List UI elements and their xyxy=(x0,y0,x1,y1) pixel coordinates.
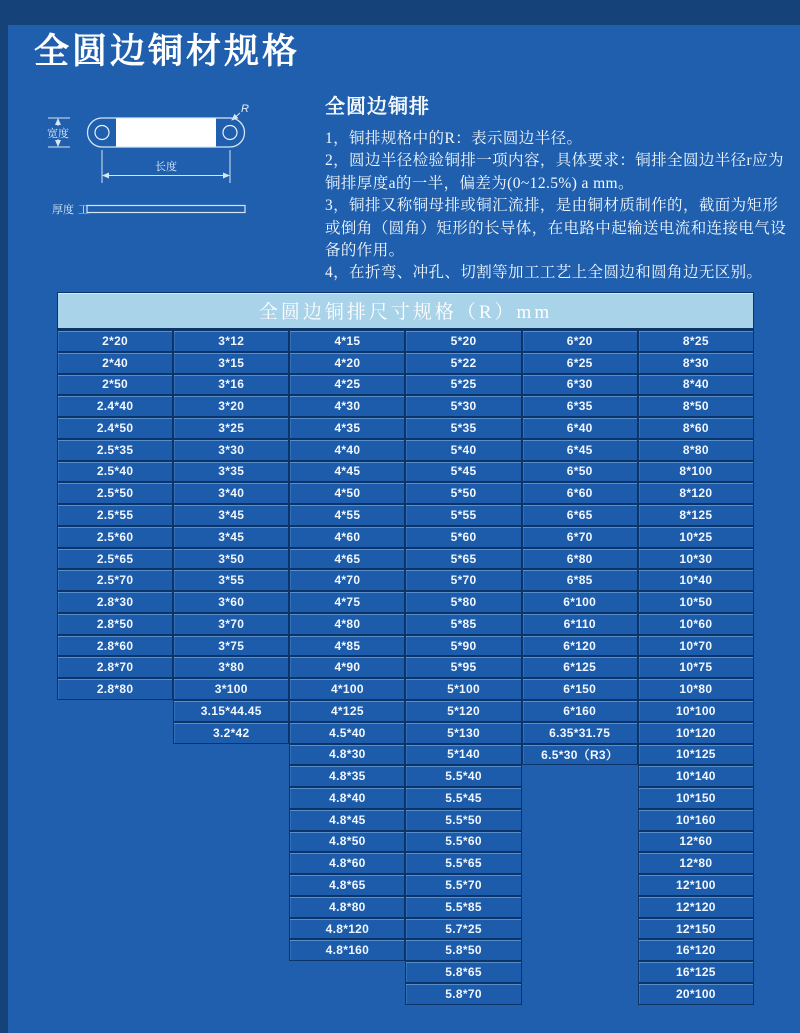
size-cell: 4*30 xyxy=(289,395,405,417)
size-cell: 6.5*30（R3） xyxy=(522,744,638,766)
size-cell: 5*85 xyxy=(405,613,521,635)
left-frame-bar xyxy=(0,0,8,1033)
size-cell: 6*125 xyxy=(522,656,638,678)
size-cell: 20*100 xyxy=(638,983,754,1005)
size-cell: 2.5*40 xyxy=(57,461,173,483)
size-cell: 4*70 xyxy=(289,569,405,591)
size-cell: 5*95 xyxy=(405,656,521,678)
size-cell: 10*150 xyxy=(638,787,754,809)
size-cell: 12*60 xyxy=(638,831,754,853)
size-cell: 6*25 xyxy=(522,352,638,374)
size-cell: 6*120 xyxy=(522,635,638,657)
table-columns xyxy=(57,330,754,1005)
size-cell: 10*120 xyxy=(638,722,754,744)
size-cell: 5.8*65 xyxy=(405,961,521,983)
size-cell: 4*20 xyxy=(289,352,405,374)
size-cell: 2.4*50 xyxy=(57,417,173,439)
size-cell: 3.15*44.45 xyxy=(173,700,289,722)
section-heading: 全圆边铜排 xyxy=(325,96,430,118)
size-cell: 3*75 xyxy=(173,635,289,657)
size-column-4 xyxy=(405,330,521,1005)
size-cell: 6*160 xyxy=(522,700,638,722)
size-cell: 5*65 xyxy=(405,548,521,570)
bar-side-view xyxy=(87,206,245,213)
size-cell: 10*80 xyxy=(638,678,754,700)
size-cell: 6*110 xyxy=(522,613,638,635)
size-cell: 8*80 xyxy=(638,439,754,461)
size-cell: 2.5*60 xyxy=(57,526,173,548)
size-cell: 8*40 xyxy=(638,374,754,396)
size-column-6 xyxy=(638,330,754,1005)
info-section xyxy=(325,90,787,285)
size-cell: 5.8*50 xyxy=(405,939,521,961)
bar-center-face xyxy=(116,119,216,147)
size-cell: 8*25 xyxy=(638,330,754,352)
size-cell: 4*40 xyxy=(289,439,405,461)
size-cell: 3*55 xyxy=(173,569,289,591)
size-cell: 5.5*65 xyxy=(405,852,521,874)
size-cell: 12*150 xyxy=(638,918,754,940)
bar-hole-right xyxy=(223,126,237,140)
size-cell: 2.5*65 xyxy=(57,548,173,570)
size-cell: 4.8*40 xyxy=(289,787,405,809)
size-cell: 3*100 xyxy=(173,678,289,700)
size-spec-table xyxy=(57,292,754,1005)
size-cell: 3.2*42 xyxy=(173,722,289,744)
size-cell: 2*40 xyxy=(57,352,173,374)
size-cell: 3*30 xyxy=(173,439,289,461)
size-cell: 5*130 xyxy=(405,722,521,744)
size-cell: 2.8*30 xyxy=(57,591,173,613)
size-cell: 8*30 xyxy=(638,352,754,374)
size-cell: 4*90 xyxy=(289,656,405,678)
info-item-1: 1，铜排规格中的R：表示圆边半径。 xyxy=(325,130,583,147)
size-cell: 6*35 xyxy=(522,395,638,417)
size-cell: 8*50 xyxy=(638,395,754,417)
size-cell: 2.5*35 xyxy=(57,439,173,461)
size-cell: 5*50 xyxy=(405,482,521,504)
size-column-5 xyxy=(522,330,638,765)
size-cell: 2.5*70 xyxy=(57,569,173,591)
size-cell: 6*50 xyxy=(522,461,638,483)
size-cell: 5.5*70 xyxy=(405,874,521,896)
size-cell: 3*16 xyxy=(173,374,289,396)
size-cell: 10*25 xyxy=(638,526,754,548)
size-cell: 5*22 xyxy=(405,352,521,374)
size-cell: 2.5*55 xyxy=(57,504,173,526)
size-cell: 6*65 xyxy=(522,504,638,526)
size-cell: 5.5*40 xyxy=(405,765,521,787)
radius-label: R xyxy=(241,103,249,115)
size-cell: 4*85 xyxy=(289,635,405,657)
size-cell: 6*80 xyxy=(522,548,638,570)
size-cell: 5*90 xyxy=(405,635,521,657)
size-cell: 2.8*50 xyxy=(57,613,173,635)
size-cell: 4*55 xyxy=(289,504,405,526)
copper-bar-diagram xyxy=(40,95,310,225)
size-cell: 4*80 xyxy=(289,613,405,635)
size-cell: 4*100 xyxy=(289,678,405,700)
size-cell: 4*45 xyxy=(289,461,405,483)
size-cell: 5*120 xyxy=(405,700,521,722)
size-cell: 2.8*60 xyxy=(57,635,173,657)
thickness-marker: 工 xyxy=(78,204,89,216)
size-cell: 2.5*50 xyxy=(57,482,173,504)
size-cell: 5*25 xyxy=(405,374,521,396)
size-cell: 4*25 xyxy=(289,374,405,396)
size-cell: 4.8*160 xyxy=(289,939,405,961)
size-cell: 3*45 xyxy=(173,504,289,526)
size-cell: 4*15 xyxy=(289,330,405,352)
size-cell: 3*50 xyxy=(173,548,289,570)
size-cell: 2.8*80 xyxy=(57,678,173,700)
size-cell: 12*80 xyxy=(638,852,754,874)
size-column-1 xyxy=(57,330,173,700)
size-cell: 5*60 xyxy=(405,526,521,548)
size-cell: 2.4*40 xyxy=(57,395,173,417)
size-cell: 8*100 xyxy=(638,461,754,483)
size-cell: 10*70 xyxy=(638,635,754,657)
size-cell: 12*100 xyxy=(638,874,754,896)
size-cell: 4*35 xyxy=(289,417,405,439)
size-cell: 16*120 xyxy=(638,939,754,961)
size-cell: 5.5*60 xyxy=(405,831,521,853)
size-cell: 4*125 xyxy=(289,700,405,722)
size-cell: 4*50 xyxy=(289,482,405,504)
size-cell: 5.8*70 xyxy=(405,983,521,1005)
size-cell: 10*30 xyxy=(638,548,754,570)
size-cell: 3*60 xyxy=(173,591,289,613)
size-cell: 5*45 xyxy=(405,461,521,483)
size-cell: 2*20 xyxy=(57,330,173,352)
size-cell: 6*150 xyxy=(522,678,638,700)
size-cell: 5.5*85 xyxy=(405,896,521,918)
size-cell: 8*125 xyxy=(638,504,754,526)
size-cell: 4.8*45 xyxy=(289,809,405,831)
table-title: 全圆边铜排尺寸规格（R）mm xyxy=(57,292,754,330)
info-item-3: 3，铜排又称铜母排或铜汇流排，是由铜材质制作的，截面为矩形或倒角（圆角）矩形的长导体，在电路中起输送电流和连接电气设备的作用。 xyxy=(325,197,787,260)
width-label: 宽度 xyxy=(47,128,69,140)
size-cell: 3*35 xyxy=(173,461,289,483)
size-cell: 10*160 xyxy=(638,809,754,831)
size-cell: 8*120 xyxy=(638,482,754,504)
size-cell: 10*40 xyxy=(638,569,754,591)
size-cell: 5*100 xyxy=(405,678,521,700)
size-cell: 12*120 xyxy=(638,896,754,918)
size-cell: 4.8*35 xyxy=(289,765,405,787)
size-cell: 2.8*70 xyxy=(57,656,173,678)
size-cell: 3*80 xyxy=(173,656,289,678)
size-cell: 10*60 xyxy=(638,613,754,635)
size-cell: 10*100 xyxy=(638,700,754,722)
size-cell: 3*20 xyxy=(173,395,289,417)
size-cell: 2*50 xyxy=(57,374,173,396)
size-cell: 6.35*31.75 xyxy=(522,722,638,744)
size-cell: 3*25 xyxy=(173,417,289,439)
size-cell: 5*80 xyxy=(405,591,521,613)
size-cell: 5*55 xyxy=(405,504,521,526)
size-cell: 6*40 xyxy=(522,417,638,439)
bar-hole-left xyxy=(95,126,109,140)
size-cell: 5*20 xyxy=(405,330,521,352)
size-cell: 3*15 xyxy=(173,352,289,374)
size-column-3 xyxy=(289,330,405,961)
size-cell: 5*140 xyxy=(405,744,521,766)
size-cell: 6*20 xyxy=(522,330,638,352)
length-label: 长度 xyxy=(155,161,177,173)
size-cell: 4.8*80 xyxy=(289,896,405,918)
size-cell: 8*60 xyxy=(638,417,754,439)
size-cell: 3*12 xyxy=(173,330,289,352)
thickness-label: 厚度 xyxy=(52,204,74,216)
size-cell: 10*50 xyxy=(638,591,754,613)
size-cell: 4.8*65 xyxy=(289,874,405,896)
size-cell: 4.8*30 xyxy=(289,744,405,766)
size-cell: 6*100 xyxy=(522,591,638,613)
size-cell: 16*125 xyxy=(638,961,754,983)
size-cell: 6*70 xyxy=(522,526,638,548)
top-frame-bar xyxy=(0,0,800,25)
size-cell: 4.8*50 xyxy=(289,831,405,853)
size-cell: 5*30 xyxy=(405,395,521,417)
size-cell: 4*75 xyxy=(289,591,405,613)
size-cell: 6*30 xyxy=(522,374,638,396)
size-cell: 4.5*40 xyxy=(289,722,405,744)
size-cell: 6*60 xyxy=(522,482,638,504)
page-title: 全圆边铜材规格 xyxy=(34,32,301,71)
size-cell: 3*70 xyxy=(173,613,289,635)
size-cell: 3*40 xyxy=(173,482,289,504)
size-cell: 5*70 xyxy=(405,569,521,591)
size-cell: 5.5*50 xyxy=(405,809,521,831)
size-cell: 10*75 xyxy=(638,656,754,678)
size-cell: 4.8*120 xyxy=(289,918,405,940)
size-cell: 5*35 xyxy=(405,417,521,439)
size-cell: 5.7*25 xyxy=(405,918,521,940)
size-cell: 3*45 xyxy=(173,526,289,548)
info-item-4: 4，在折弯、冲孔、切割等加工工艺上全圆边和圆角边无区别。 xyxy=(325,264,763,282)
size-cell: 5*40 xyxy=(405,439,521,461)
size-cell: 4*65 xyxy=(289,548,405,570)
size-cell: 10*140 xyxy=(638,765,754,787)
size-cell: 4*60 xyxy=(289,526,405,548)
size-cell: 5.5*45 xyxy=(405,787,521,809)
size-cell: 10*125 xyxy=(638,744,754,766)
size-cell: 6*85 xyxy=(522,569,638,591)
size-cell: 6*45 xyxy=(522,439,638,461)
info-item-2: 2，圆边半径检验铜排一项内容，具体要求：铜排全圆边半径r应为铜排厚度a的一半，偏差为(0~12.5%) a mm。 xyxy=(325,152,784,192)
size-cell: 4.8*60 xyxy=(289,852,405,874)
size-column-2 xyxy=(173,330,289,744)
